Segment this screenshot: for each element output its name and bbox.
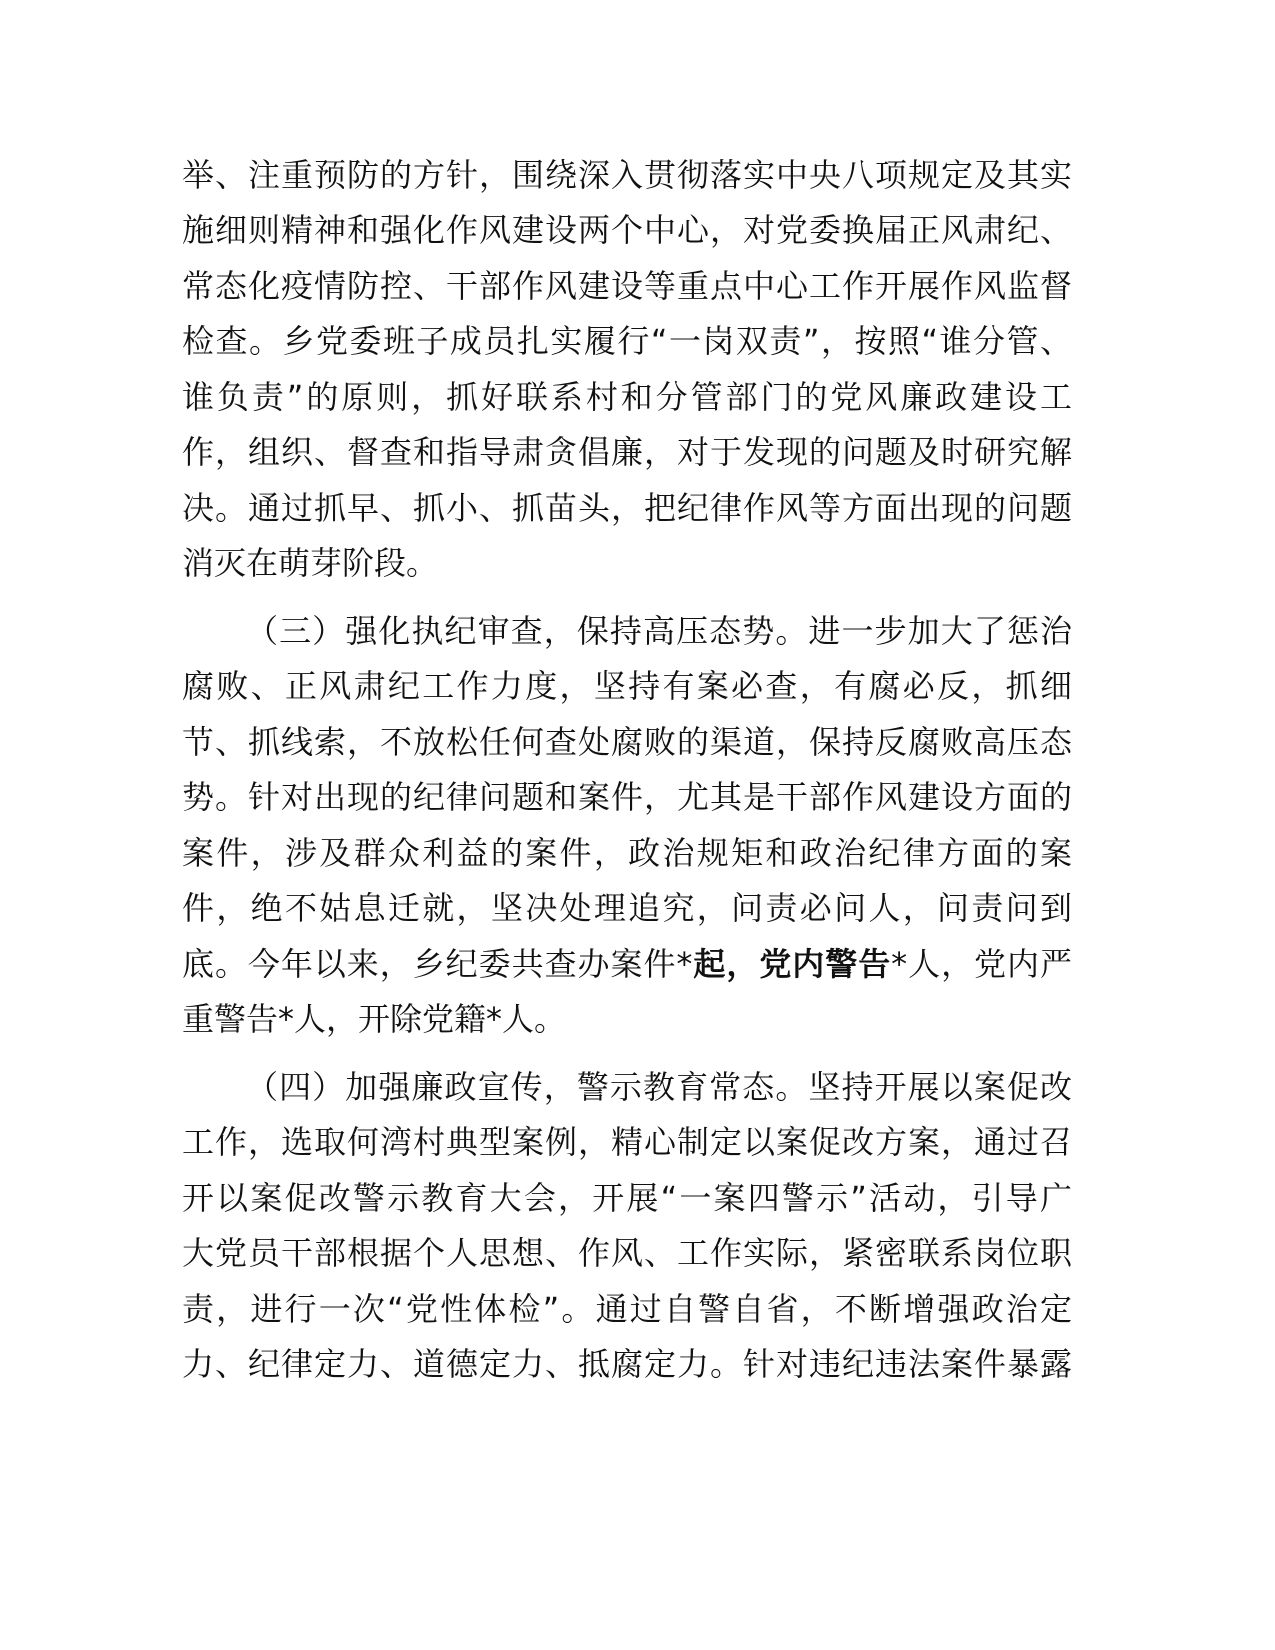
paragraph-2-line-8: 重警告*人，开除党籍*人。 xyxy=(182,1000,567,1038)
paragraph-1-line-2: 施细则精神和强化作风建设两个中心，对党委换届正风肃纪、 xyxy=(182,211,1072,249)
paragraph-2-line-2: 腐败、正风肃纪工作力度，坚持有案必查，有腐必反，抓细 xyxy=(182,667,1072,705)
paragraph-3-line-6: 力、纪律定力、道德定力、抵腐定力。针对违纪违法案件暴露 xyxy=(182,1345,1072,1383)
paragraph-2-line-7 xyxy=(182,944,1072,984)
mixed-text-part-2-bold: 起， xyxy=(692,945,760,983)
mixed-text-part-4: *人，党内严 xyxy=(891,945,1072,983)
paragraph-1-line-8: 消灭在萌芽阶段。 xyxy=(182,544,439,582)
paragraph-2-line-1: （三）强化执纪审查，保持高压态势。进一步加大了惩治 xyxy=(246,612,1072,650)
paragraph-3-line-4: 大党员干部根据个人思想、作风、工作实际，紧密联系岗位职 xyxy=(182,1234,1072,1272)
paragraph-2-line-3: 节、抓线索，不放松任何查处腐败的渠道，保持反腐败高压态 xyxy=(182,723,1072,761)
paragraph-1-line-7: 决。通过抓早、抓小、抓苗头，把纪律作风等方面出现的问题 xyxy=(182,489,1072,527)
paragraph-2-line-4: 势。针对出现的纪律问题和案件，尤其是干部作风建设方面的 xyxy=(182,778,1072,816)
paragraph-3-line-3: 开以案促改警示教育大会，开展“一案四警示”活动，引导广 xyxy=(182,1179,1072,1217)
paragraph-1-line-3: 常态化疫情防控、干部作风建设等重点中心工作开展作风监督 xyxy=(182,267,1072,305)
paragraph-3-line-2: 工作，选取何湾村典型案例，精心制定以案促改方案，通过召 xyxy=(182,1123,1072,1161)
paragraph-3-line-5: 责，进行一次“党性体检”。通过自警自省，不断增强政治定 xyxy=(182,1290,1072,1328)
paragraph-1-line-1: 举、注重预防的方针，围绕深入贯彻落实中央八项规定及其实 xyxy=(182,156,1072,194)
paragraph-2-line-5: 案件，涉及群众利益的案件，政治规矩和政治纪律方面的案 xyxy=(182,834,1072,872)
paragraph-1-line-5: 谁负责”的原则，抓好联系村和分管部门的党风廉政建设工 xyxy=(182,378,1072,416)
mixed-text-part-3-bold: 党内警告 xyxy=(759,945,892,983)
paragraph-1-line-4: 检查。乡党委班子成员扎实履行“一岗双责”，按照“谁分管、 xyxy=(182,322,1072,360)
paragraph-1-line-6: 作，组织、督查和指导肃贪倡廉，对于发现的问题及时研究解 xyxy=(182,433,1072,471)
paragraph-3-line-1: （四）加强廉政宣传，警示教育常态。坚持开展以案促改 xyxy=(246,1068,1072,1106)
mixed-text-part-1: 底。今年以来，乡纪委共查办案件* xyxy=(182,945,693,983)
paragraph-2-line-6: 件，绝不姑息迁就，坚决处理追究，问责必问人，问责问到 xyxy=(182,889,1072,927)
